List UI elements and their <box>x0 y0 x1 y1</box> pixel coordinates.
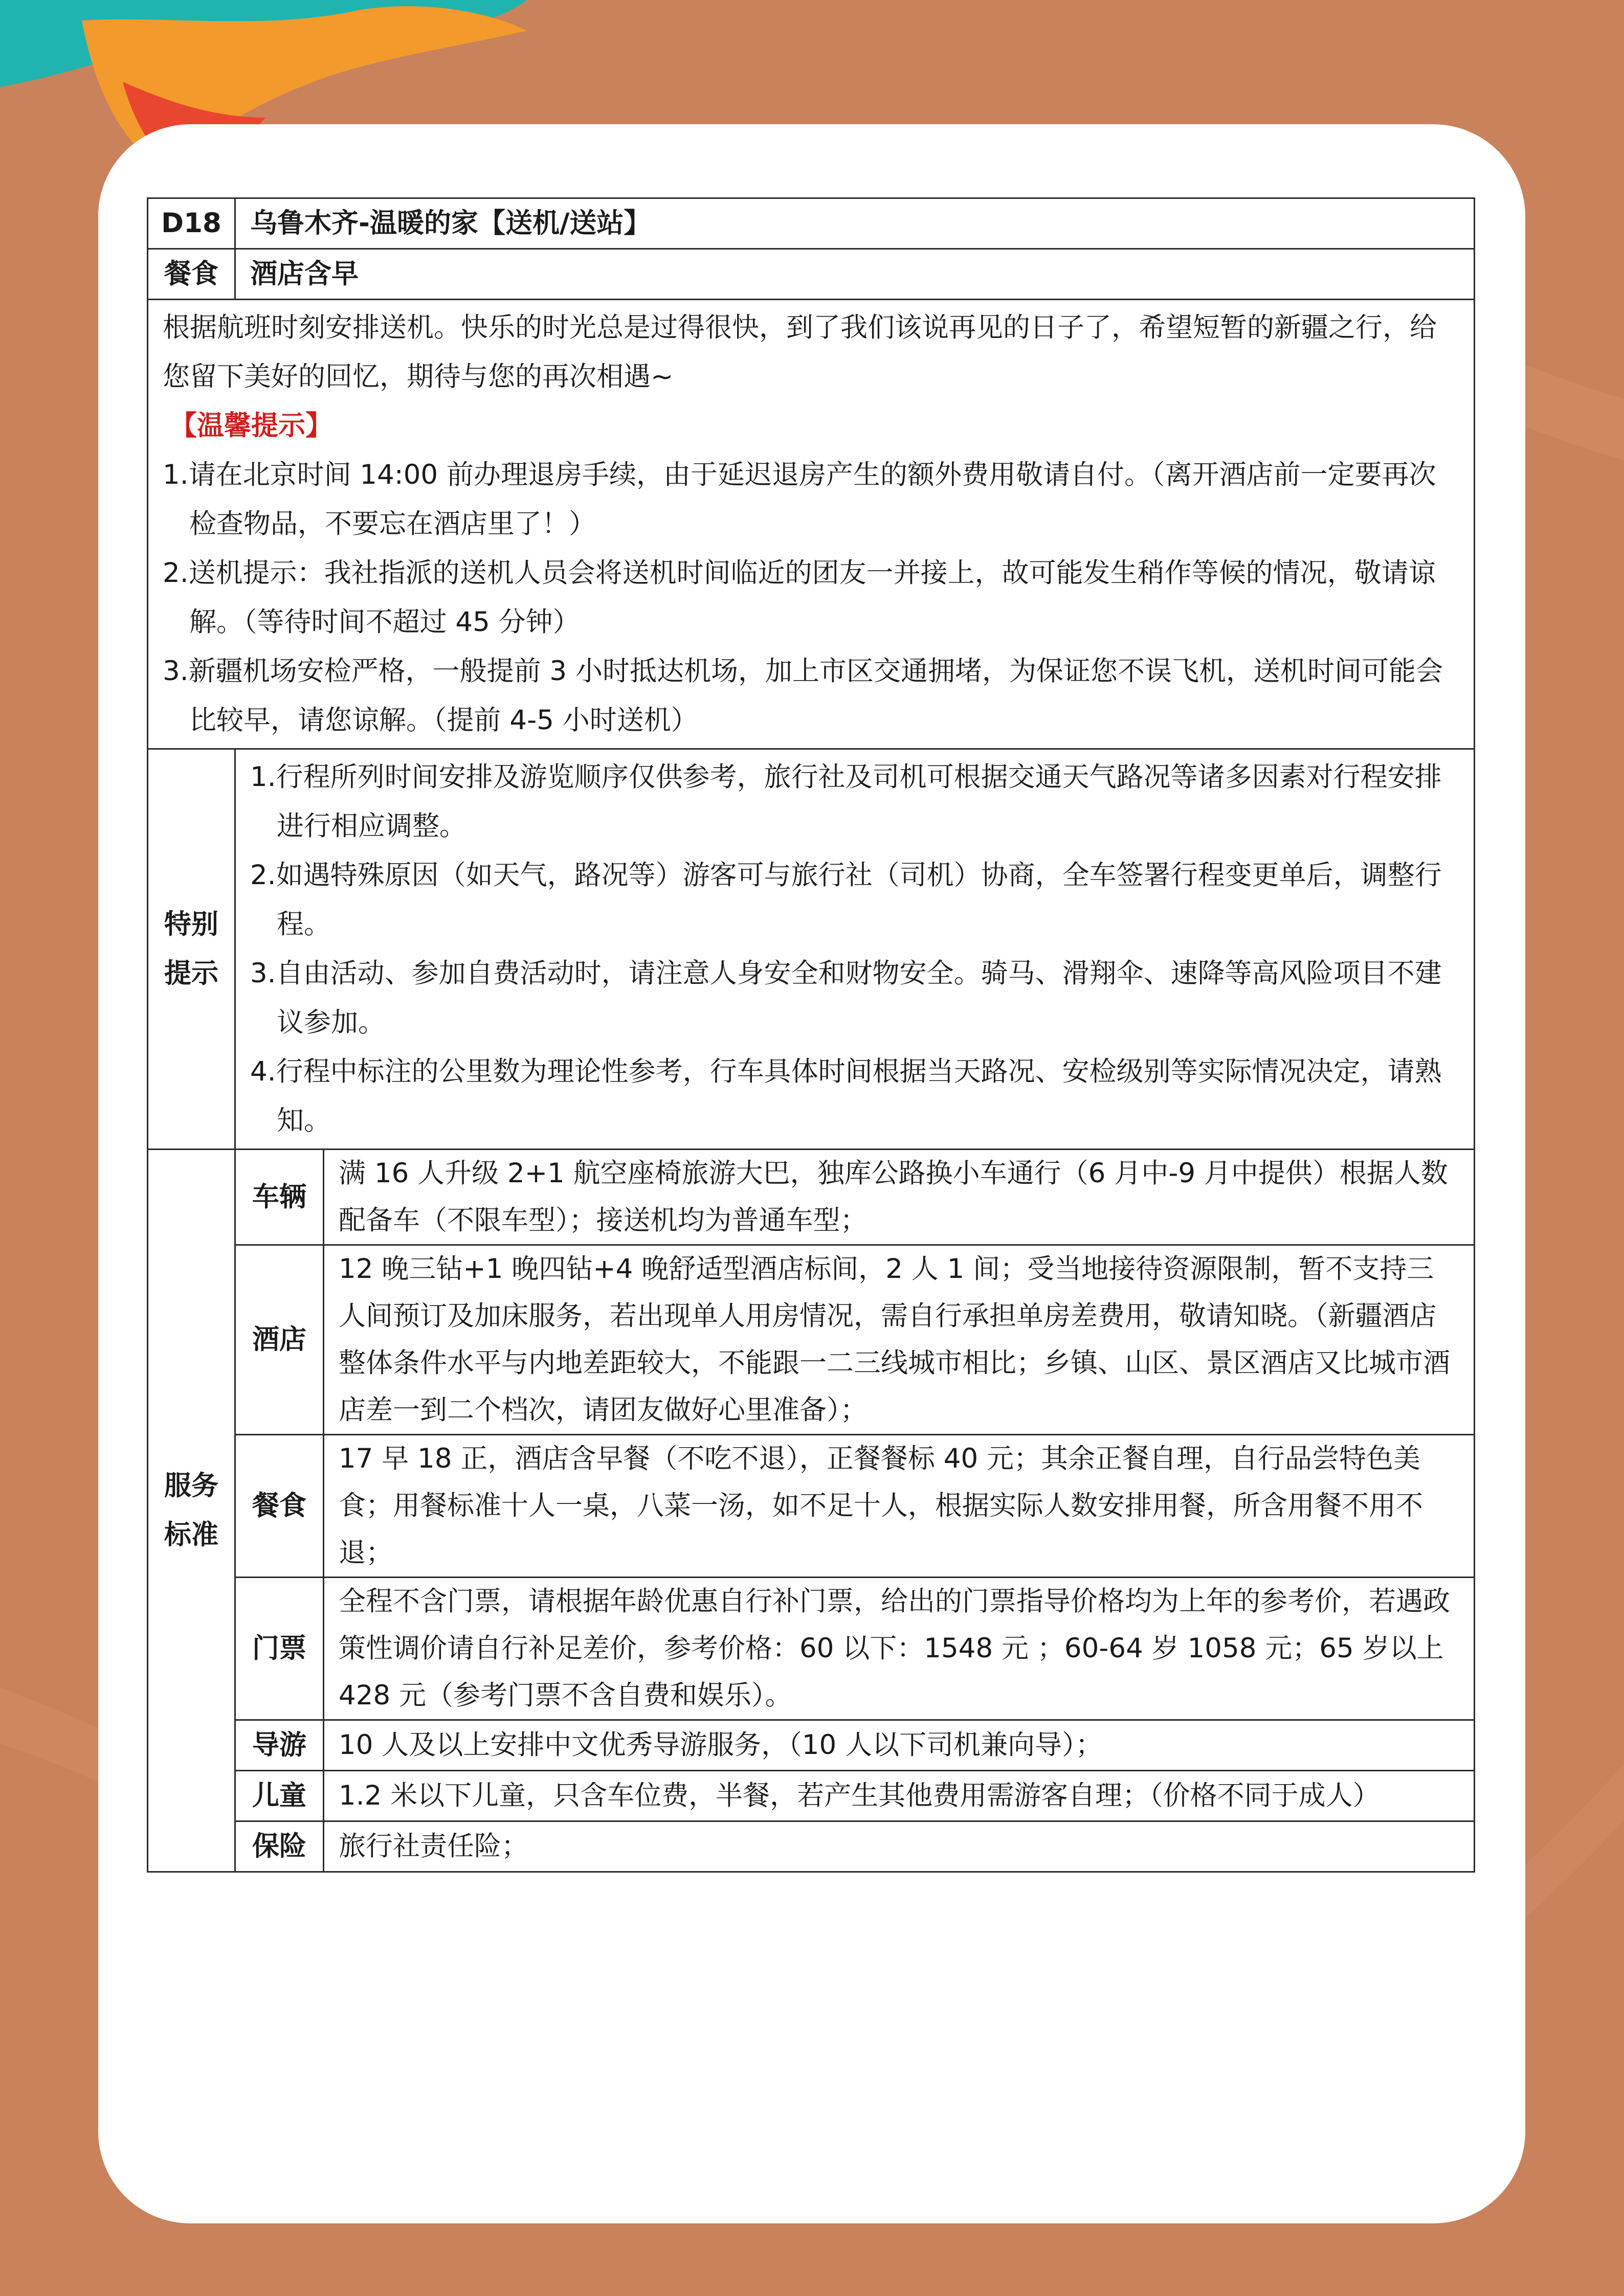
special-label-line2: 提示 <box>164 958 218 989</box>
special-note-item: 3.自由活动、参加自费活动时，请注意人身安全和财物安全。骑马、滑翔伞、速降等高风险项目不建议参加。 <box>250 958 1442 1038</box>
service-row-hotel <box>148 1245 1475 1435</box>
service-guide-label: 导游 <box>235 1720 324 1771</box>
service-insurance-text: 旅行社责任险； <box>324 1821 1475 1872</box>
meal-label: 餐食 <box>148 249 235 300</box>
service-children-text: 1.2 米以下儿童，只含车位费，半餐，若产生其他费用需游客自理；（价格不同于成人） <box>324 1771 1475 1821</box>
tip-item: 2.送机提示：我社指派的送机人员会将送机时间临近的团友一并接上，故可能发生稍作等候的情况，敬请谅解。（等待时间不超过 45 分钟） <box>163 557 1436 638</box>
service-row-children <box>148 1771 1475 1821</box>
day-detail-cell <box>148 300 1475 749</box>
service-row-tickets <box>148 1578 1475 1720</box>
day-detail-row <box>148 300 1475 749</box>
service-vehicle-label: 车辆 <box>235 1150 324 1245</box>
service-tickets-text: 全程不含门票，请根据年龄优惠自行补门票，给出的门票指导价格均为上年的参考价，若遇政策性调价请自行补足差价，参考价格：60 以下：1548 元 ；60-64 岁 1058 元；65 岁以上 428 元（参考门票不含自费和娱乐）。 <box>324 1578 1475 1720</box>
service-tickets-label: 门票 <box>235 1578 324 1720</box>
service-row-vehicle <box>148 1150 1475 1245</box>
day-header-row <box>148 198 1475 249</box>
special-notes-cell <box>235 749 1475 1150</box>
day-code: D18 <box>148 198 235 249</box>
service-row-guide <box>148 1720 1475 1771</box>
service-row-meal <box>148 1435 1475 1578</box>
tips-heading: 【温馨提示】 <box>170 410 332 441</box>
itinerary-table <box>147 197 1475 1873</box>
service-children-label: 儿童 <box>235 1771 324 1821</box>
day-description: 根据航班时刻安排送机。快乐的时光总是过得很快，到了我们该说再见的日子了，希望短暂的新疆之行，给您留下美好的回忆，期待与您的再次相遇~ <box>163 312 1437 392</box>
service-label-line1: 服务 <box>164 1470 218 1501</box>
tip-item: 3.新疆机场安检严格，一般提前 3 小时抵达机场，加上市区交通拥堵，为保证您不误飞机，送机时间可能会比较早，请您谅解。（提前 4-5 小时送机） <box>163 656 1443 736</box>
day-title: 乌鲁木齐-温暖的家【送机/送站】 <box>235 198 1475 249</box>
service-insurance-label: 保险 <box>235 1821 324 1872</box>
service-vehicle-text: 满 16 人升级 2+1 航空座椅旅游大巴，独库公路换小车通行（6 月中-9 月中提供）根据人数配备车（不限车型）；接送机均为普通车型； <box>324 1150 1475 1245</box>
service-label-line2: 标准 <box>164 1519 218 1550</box>
special-notes-row <box>148 749 1475 1150</box>
service-standard-label <box>148 1150 235 1872</box>
service-row-insurance <box>148 1821 1475 1872</box>
meal-value: 酒店含早 <box>235 249 1475 300</box>
tip-item: 1.请在北京时间 14:00 前办理退房手续，由于延迟退房产生的额外费用敬请自付。（离开酒店前一定要再次检查物品，不要忘在酒店里了！） <box>163 459 1436 539</box>
meal-row <box>148 249 1475 300</box>
special-note-item: 4.行程中标注的公里数为理论性参考，行车具体时间根据当天路况、安检级别等实际情况决定，请熟知。 <box>250 1056 1442 1136</box>
special-note-item: 1.行程所列时间安排及游览顺序仅供参考，旅行社及司机可根据交通天气路况等诸多因素对行程安排进行相应调整。 <box>250 761 1442 842</box>
service-meal-text: 17 早 18 正，酒店含早餐（不吃不退），正餐餐标 40 元；其余正餐自理，自行品尝特色美食；用餐标准十人一桌，八菜一汤，如不足十人，根据实际人数安排用餐，所含用餐不用不退； <box>324 1435 1475 1578</box>
special-notes-label <box>148 749 235 1150</box>
service-meal-label: 餐食 <box>235 1435 324 1578</box>
special-label-line1: 特别 <box>164 909 218 940</box>
special-note-item: 2.如遇特殊原因（如天气，路况等）游客可与旅行社（司机）协商，全车签署行程变更单后，调整行程。 <box>250 860 1442 940</box>
service-hotel-label: 酒店 <box>235 1245 324 1435</box>
service-hotel-text: 12 晚三钻+1 晚四钻+4 晚舒适型酒店标间，2 人 1 间；受当地接待资源限制，暂不支持三人间预订及加床服务，若出现单人用房情况，需自行承担单房差费用，敬请知晓。（新疆酒店整体条件水平与内地差距较大，不能跟一二三线城市相比；乡镇、山区、景区酒店又比城市酒店差一到二个档次，请团友做好心里准备）； <box>324 1245 1475 1435</box>
service-guide-text: 10 人及以上安排中文优秀导游服务，（10 人以下司机兼向导）； <box>324 1720 1475 1771</box>
